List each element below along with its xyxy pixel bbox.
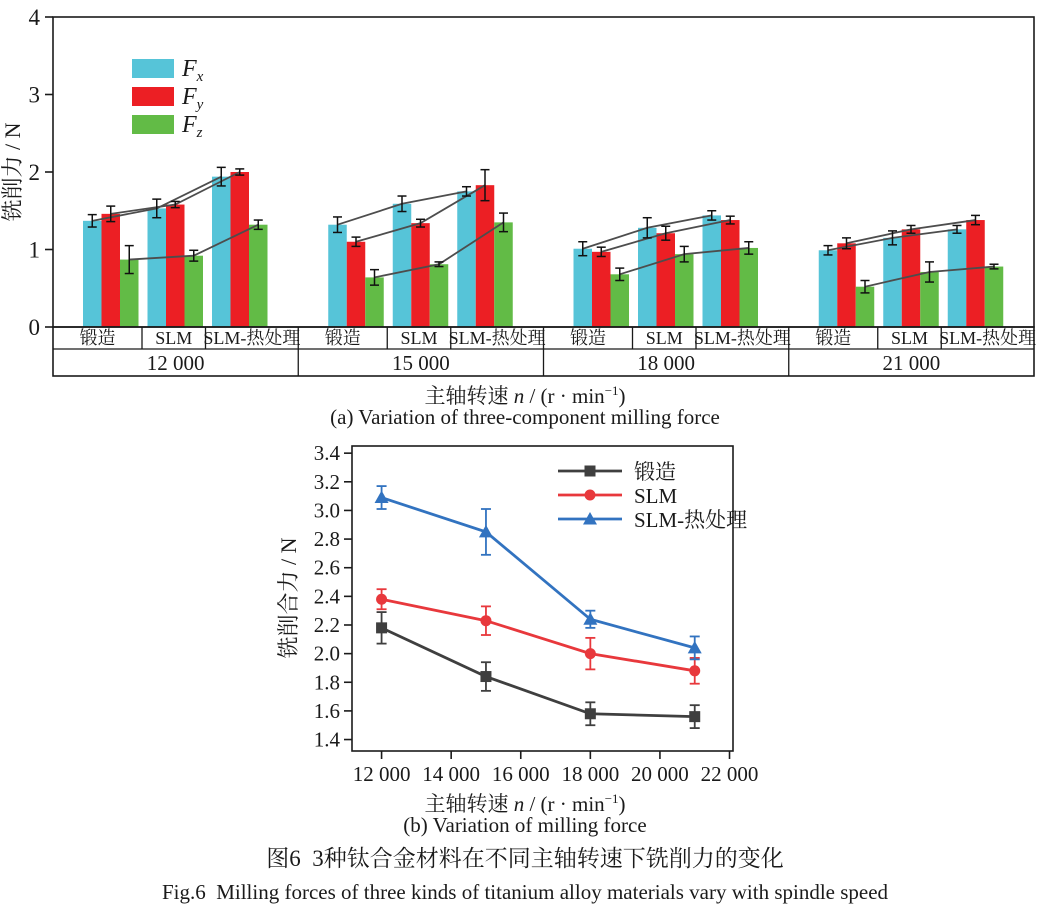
y-tick-label: 1.4	[313, 727, 340, 752]
chart-a-xlabel	[0, 379, 1050, 408]
material-label: SLM	[890, 328, 929, 348]
circle-marker	[585, 490, 596, 501]
legend-label: SLM	[634, 484, 678, 508]
y-tick-label: 1.6	[313, 698, 340, 723]
bar-Fz	[185, 256, 204, 327]
chart-b-plot-area	[314, 441, 759, 786]
xlabel-end: )	[618, 792, 626, 816]
y-tick-label: 3	[28, 82, 40, 108]
circle-marker	[480, 615, 491, 626]
x-tick-label: 18 000	[561, 762, 620, 786]
legend-label: $F_z$	[182, 112, 203, 141]
legend-label: $F_y$	[182, 84, 204, 113]
xlabel-superscript: −1	[604, 383, 619, 398]
y-tick-label: 2.8	[313, 527, 340, 552]
bar-Fz	[249, 225, 268, 327]
x-tick-label: 20 000	[631, 762, 689, 786]
bar-Fx	[328, 225, 347, 327]
figure-caption-zh: 图6 3种钛合金材料在不同主轴转速下铣削力的变化	[266, 846, 784, 871]
x-tick-label: 14 000	[422, 762, 481, 786]
bar-Fy	[411, 223, 430, 327]
y-tick-label: 4	[28, 5, 40, 30]
material-label: 锻造	[815, 328, 852, 348]
legend-label: $F_x$	[182, 56, 204, 85]
bar-Fy	[966, 220, 985, 327]
triangle-marker	[375, 491, 389, 504]
y-tick-label: 3.2	[313, 469, 340, 494]
circle-marker	[689, 665, 700, 676]
xlabel-variable: n	[513, 384, 525, 408]
square-marker	[585, 708, 596, 719]
bar-Fz	[985, 267, 1004, 327]
material-label: SLM	[400, 328, 438, 348]
square-marker	[585, 466, 596, 477]
bar-Fz	[675, 254, 694, 327]
material-label: SLM	[155, 328, 193, 348]
material-label: 锻造	[570, 328, 606, 348]
bar-Fx	[212, 177, 231, 327]
bar-Fy	[231, 172, 250, 327]
bar-Fy	[837, 243, 856, 327]
bar-Fy	[347, 242, 366, 327]
square-marker	[480, 671, 491, 682]
bar-Fy	[657, 233, 676, 327]
bar-Fx	[457, 191, 476, 327]
xlabel-pre: 主轴转速	[424, 792, 514, 816]
chart-a-ylabel: 铣削力 / N	[0, 122, 25, 222]
y-tick-label: 2.0	[313, 641, 340, 666]
material-label: SLM-热处理	[939, 328, 1037, 348]
bar-Fz	[611, 274, 630, 327]
legend-swatch	[132, 115, 174, 134]
chart-b-xlabel	[0, 787, 1050, 816]
material-label: SLM-热处理	[203, 328, 301, 348]
xlabel-variable: n	[513, 792, 525, 816]
xlabel-pre: 主轴转速	[424, 384, 514, 408]
chart-a-bar-chart	[0, 2, 1050, 379]
chart-a-caption: (a) Variation of three-component milling force	[330, 405, 720, 429]
bar-Fx	[83, 221, 102, 327]
x-tick-label: 22 000	[700, 762, 759, 786]
bar-Fz	[494, 222, 513, 327]
bar-Fx	[703, 215, 722, 327]
bar-Fx	[574, 249, 593, 327]
chart-b-ylabel: 铣削合力 / N	[276, 537, 301, 659]
bar-Fz	[430, 264, 449, 327]
bar-Fx	[638, 228, 657, 327]
bar-Fx	[148, 208, 167, 327]
speed-label: 15 000	[392, 351, 450, 375]
xlabel-superscript: −1	[604, 791, 619, 806]
y-tick-label: 3.0	[313, 498, 340, 523]
circle-marker	[376, 594, 387, 605]
bar-Fy	[592, 252, 611, 327]
bar-Fz	[740, 248, 759, 327]
x-tick-label: 12 000	[352, 762, 411, 786]
material-label: SLM	[645, 328, 683, 348]
bar-Fy	[476, 185, 495, 327]
material-label: 锻造	[324, 328, 361, 348]
material-label: SLM-热处理	[693, 328, 791, 348]
speed-label: 18 000	[637, 351, 695, 375]
x-tick-label: 16 000	[491, 762, 550, 786]
y-tick-label: 1.8	[313, 670, 340, 695]
legend-label: SLM-热处理	[634, 508, 748, 532]
y-tick-label: 0	[28, 315, 40, 340]
y-tick-label: 3.4	[313, 441, 340, 466]
y-tick-label: 1	[28, 237, 40, 263]
legend-swatch	[132, 59, 174, 78]
bar-Fy	[102, 214, 121, 327]
chart-b-line-chart	[0, 431, 1050, 787]
xlabel-mid: / (r · min	[524, 792, 605, 816]
legend-swatch	[132, 87, 174, 106]
chart-a-plot-area	[29, 5, 1037, 376]
y-tick-label: 2	[28, 160, 40, 185]
bar-Fy	[721, 220, 740, 327]
speed-label: 12 000	[146, 351, 205, 375]
legend-label: 锻造	[634, 460, 676, 484]
square-marker	[376, 622, 387, 633]
bar-Fx	[393, 204, 412, 327]
xlabel-mid: / (r · min	[524, 384, 605, 408]
y-tick-label: 2.6	[313, 555, 340, 580]
y-tick-label: 2.4	[313, 584, 340, 609]
xlabel-end: )	[618, 384, 626, 408]
y-tick-label: 2.2	[313, 612, 340, 637]
figure-caption-en: Fig.6 Milling forces of three kinds of titanium alloy materials vary with spindle speed	[161, 880, 889, 904]
circle-marker	[585, 648, 596, 659]
chart-b-caption: (b) Variation of milling force	[403, 813, 647, 837]
speed-label: 21 000	[882, 351, 941, 375]
bar-Fx	[948, 229, 967, 327]
bar-Fy	[166, 205, 185, 327]
series-line	[382, 628, 695, 717]
material-label: SLM-热处理	[448, 328, 546, 348]
square-marker	[689, 711, 700, 722]
material-label: 锻造	[79, 328, 116, 348]
bar-Fx	[819, 250, 838, 327]
